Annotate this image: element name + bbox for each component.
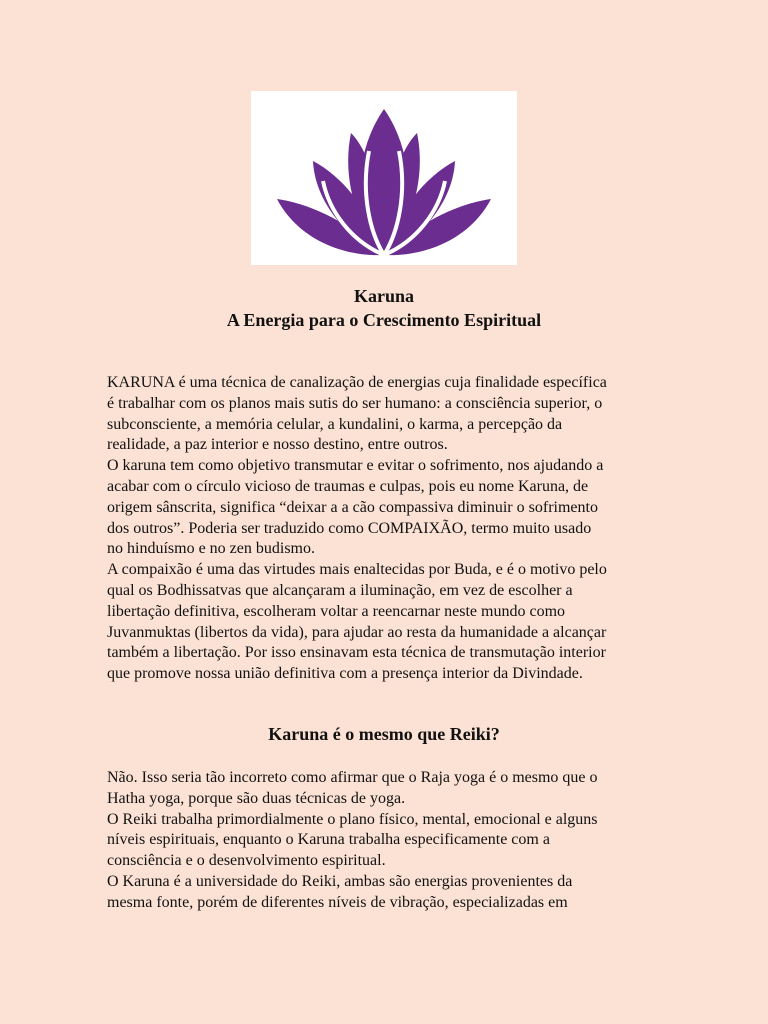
lotus-icon xyxy=(251,91,517,265)
section-heading: Karuna é o mesmo que Reiki? xyxy=(268,724,500,744)
lotus-logo xyxy=(251,91,517,265)
page-title: Karuna xyxy=(353,286,414,306)
page-subtitle: A Energia para o Crescimento Espiritual xyxy=(226,310,542,330)
intro-paragraph: KARUNA é uma técnica de canalização de energias cuja finalidade específica é trabalhar com os planos mais sutis do ser humano: a consciência superior, o subconsciente, a memória celular, a kundalini, o karma, a percepção da realidade, a paz interior e nosso destino, entre outros. O karuna tem como objetivo transmutar e evitar o sofrimento, nos ajudando a acabar com o círculo vicioso de traumas e culpas, pois eu nome Karuna, de origem sânscrita, significa “deixar a a cão compassiva diminuir o sofrimento dos outros”. Poderia ser traduzido como COMPAIXÃO, termo muito usado no hinduísmo e no zen budismo. A compaixão é uma das virtudes mais enaltecidas por Buda, e é o motivo pelo qual os Bodhissatvas que alcançaram a iluminação, em vez de escolher a libertação definitiva, escolheram voltar a reencarnar neste mundo como Juvanmuktas (libertos da vida), para ajudar ao resta da humanidade a alcançar também a libertação. Por isso ensinavam esta técnica de transmutação interior que promove nossa união definitiva com a presença interior da Divindade. xyxy=(107,374,607,683)
section-paragraph: Não. Isso seria tão incorreto como afirmar que o Raja yoga é o mesmo que o Hatha yoga, porque são duas técnicas de yoga. O Reiki trabalha primordialmente o plano físico, mental, emocional e alguns níveis espirituais, enquanto o Karuna trabalha especificamente com a consciência e o desenvolvimento espiritual. O Karuna é a universidade do Reiki, ambas são energias provenientes da mesma fonte, porém de diferentes níveis de vibração, especializadas em xyxy=(107,769,598,911)
